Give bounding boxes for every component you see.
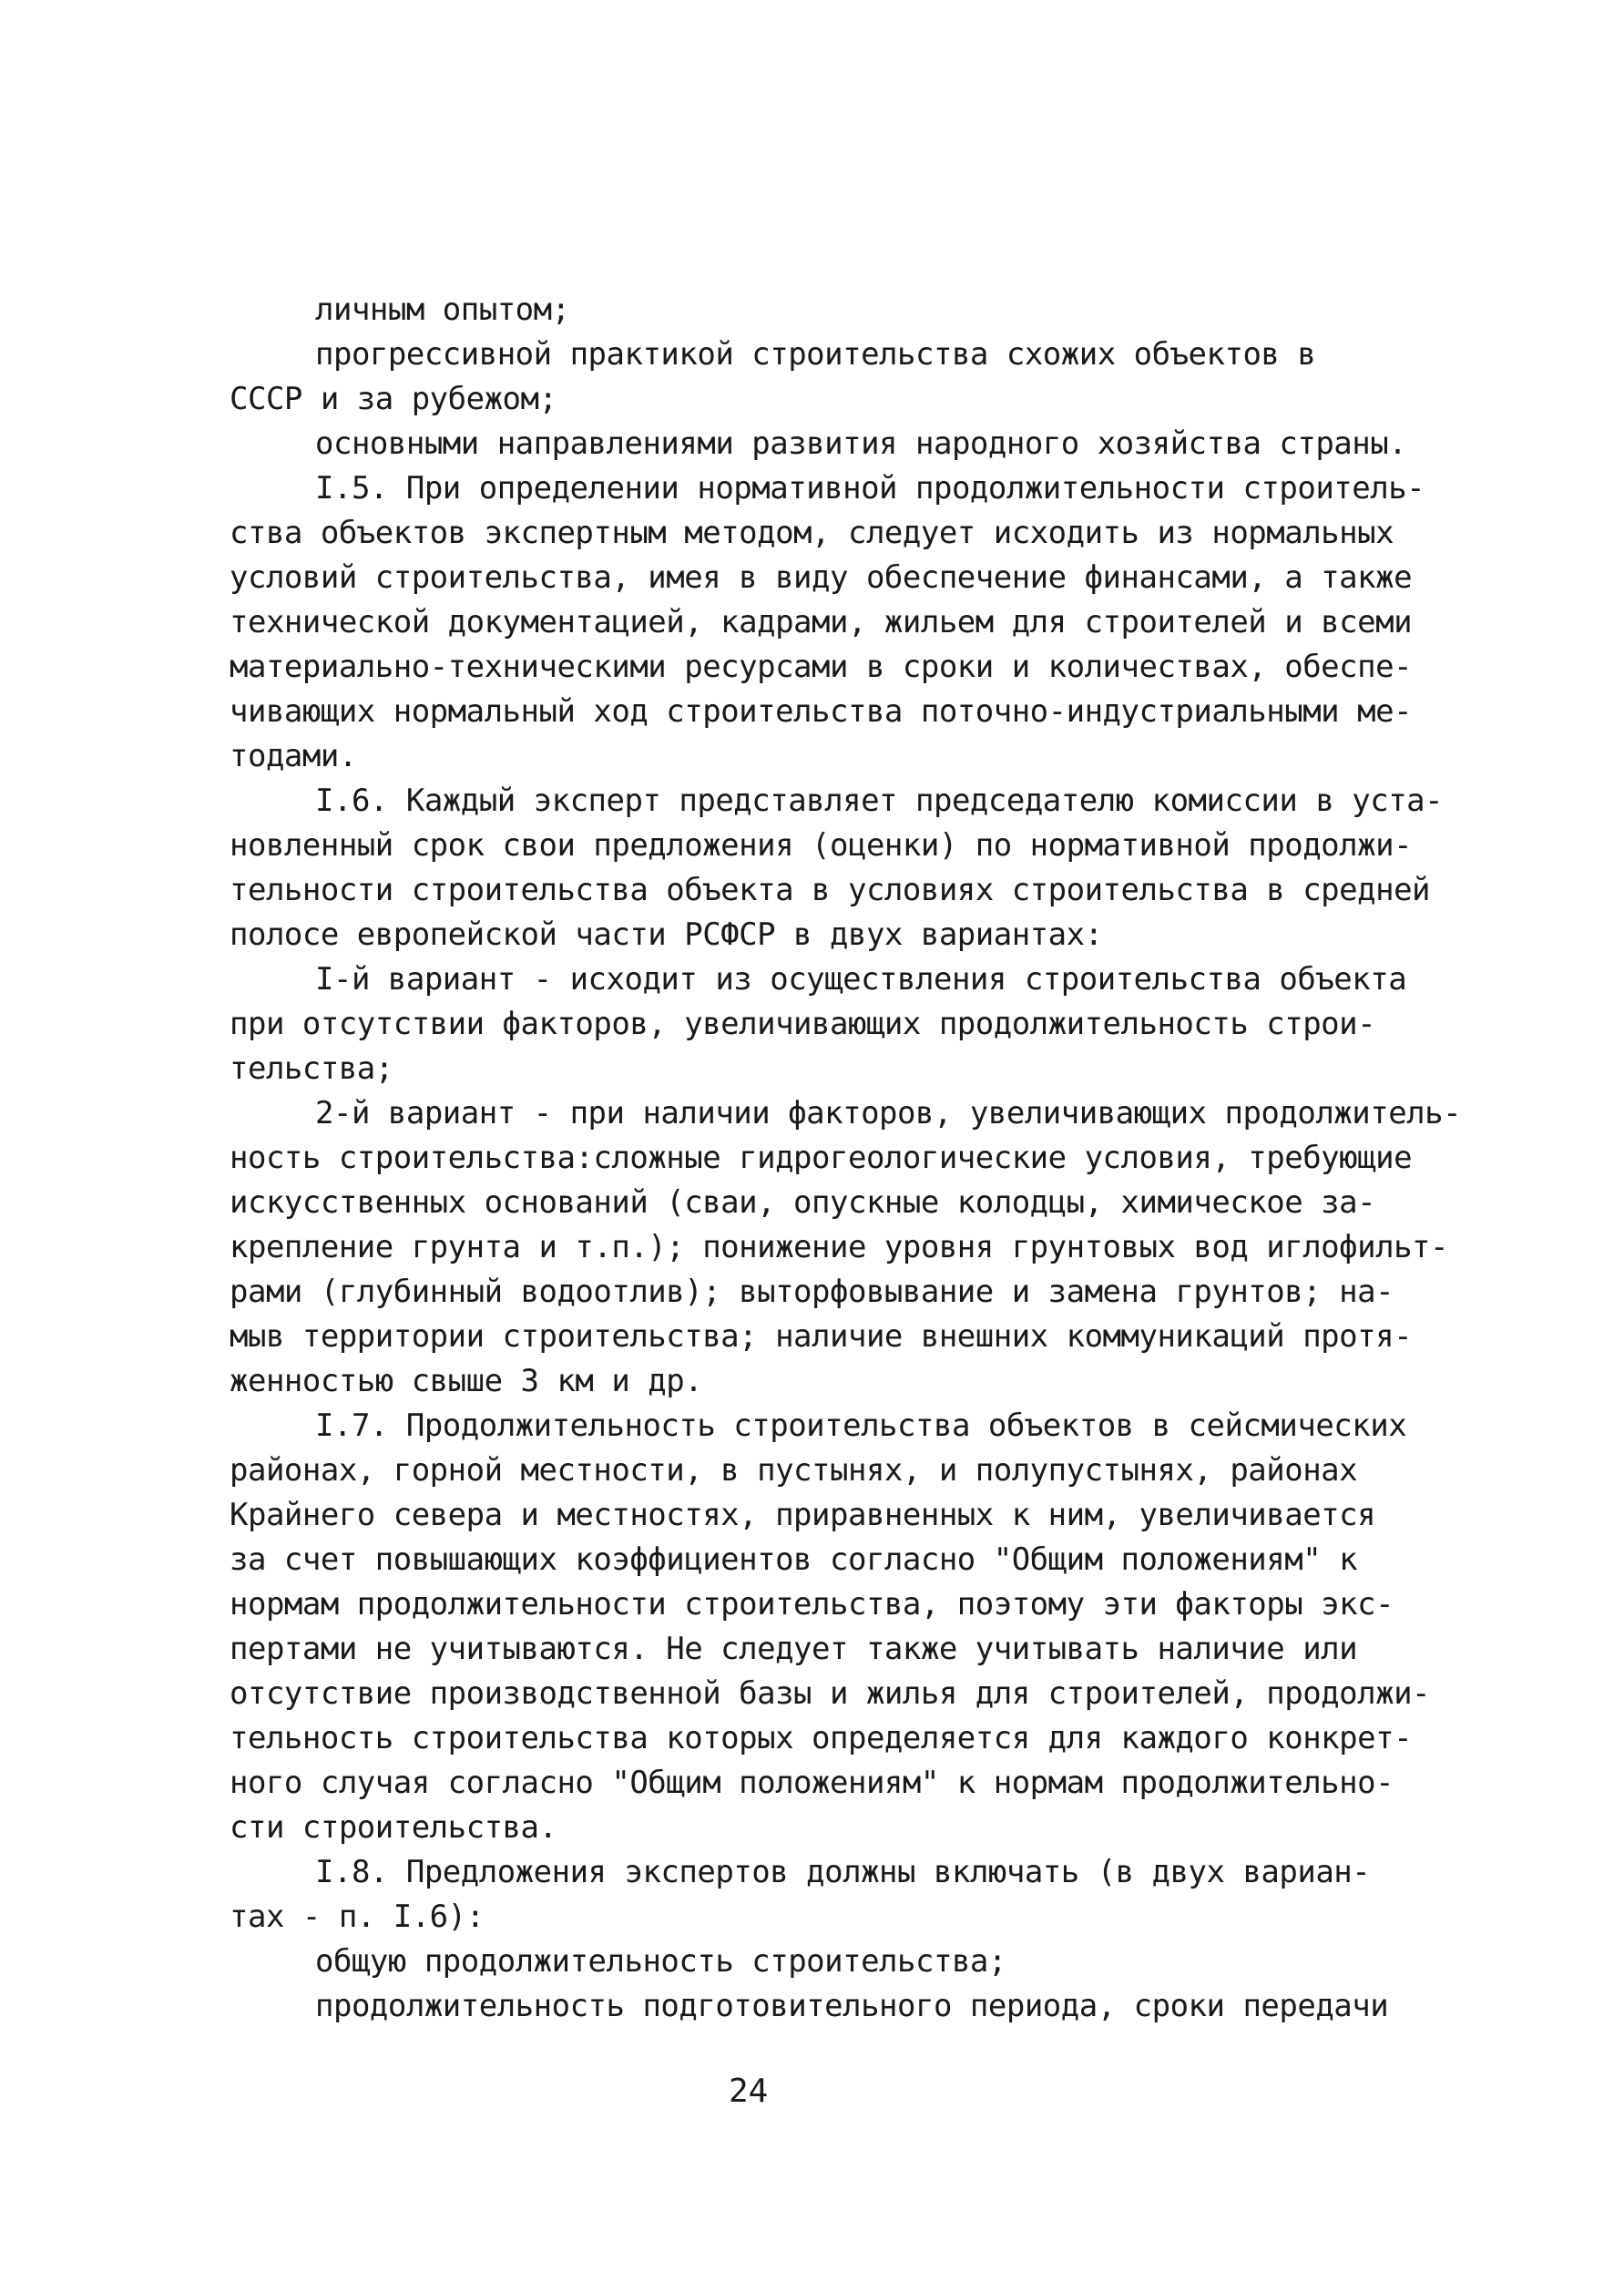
text-line: I.5. При определении нормативной продолжительности строитель- [315,470,1425,507]
text-line: технической документацией, кадрами, жильем для строителей и всеми [230,604,1413,640]
text-line: районах, горной местности, в пустынях, и полупустынях, районах [230,1452,1358,1489]
text-line: полосе европейской части РСФСР в двух вариантах: [230,916,1103,953]
text-line: ства объектов экспертным методом, следует исходить из нормальных [230,515,1394,551]
text-line: продолжительность подготовительного периода, сроки передачи [315,1988,1389,2024]
text-line: прогрессивной практикой строительства схожих объектов в [315,336,1316,373]
text-line: за счет повышающих коэффициентов согласно "Общим положениям" к [230,1541,1358,1578]
text-line: нормам продолжительности строительства, поэтому эти факторы экс- [230,1586,1394,1623]
text-line: ного случая согласно "Общим положениям" к нормам продолжительно- [230,1765,1394,1801]
text-line: крепление грунта и т.п.); понижение уровня грунтовых вод иглофильт- [230,1229,1448,1265]
text-line: Крайнего севера и местностях, приравненных к ним, увеличивается [230,1497,1376,1533]
text-line: I.6. Каждый эксперт представляет председателю комиссии в уста- [315,783,1444,819]
text-line: при отсутствии факторов, увеличивающих продолжительность строи- [230,1006,1376,1042]
text-line: новленный срок свои предложения (оценки) по нормативной продолжи- [230,827,1413,864]
text-line: женностью свыше 3 км и др. [230,1363,703,1399]
text-line: общую продолжительность строительства; [315,1943,1006,1980]
text-line: рами (глубинный водоотлив); выторфовывание и замена грунтов; на- [230,1274,1394,1310]
text-line: мыв территории строительства; наличие внешних коммуникаций протя- [230,1318,1413,1355]
text-line: чивающих нормальный ход строительства поточно-индустриальными ме- [230,693,1413,730]
text-line: личным опытом; [315,292,570,328]
text-line: тельности строительства объекта в условиях строительства в средней [230,872,1431,908]
text-line: I.7. Продолжительность строительства объектов в сейсмических [315,1408,1407,1444]
page-number: 24 [729,2073,769,2110]
text-line: I.8. Предложения экспертов должны включать (в двух вариан- [315,1854,1371,1890]
text-line: сти строительства. [230,1809,557,1846]
text-line: тельность строительства которых определяется для каждого конкрет- [230,1720,1413,1756]
text-line: материально-техническими ресурсами в сроки и количествах, обеспе- [230,649,1413,685]
text-line: тодами. [230,738,357,774]
text-line: СССР и за рубежом; [230,381,557,417]
text-line: 2-й вариант - при наличии факторов, увеличивающих продолжитель- [315,1095,1462,1131]
text-line: пертами не учитываются. Не следует также учитывать наличие или [230,1631,1358,1667]
text-line: основными направлениями развития народного хозяйства страны. [315,425,1407,462]
text-line: I-й вариант - исходит из осуществления строительства объекта [315,961,1407,998]
text-line: ность строительства:сложные гидрогеологические условия, требующие [230,1140,1413,1176]
text-line: тельства; [230,1050,393,1087]
text-line: искусственных оснований (сваи, опускные колодцы, химическое за- [230,1184,1376,1221]
text-line: условий строительства, имея в виду обеспечение финансами, а также [230,559,1413,596]
text-line: тах - п. I.6): [230,1899,485,1935]
text-line: отсутствие производственной базы и жилья для строителей, продолжи- [230,1675,1431,1712]
